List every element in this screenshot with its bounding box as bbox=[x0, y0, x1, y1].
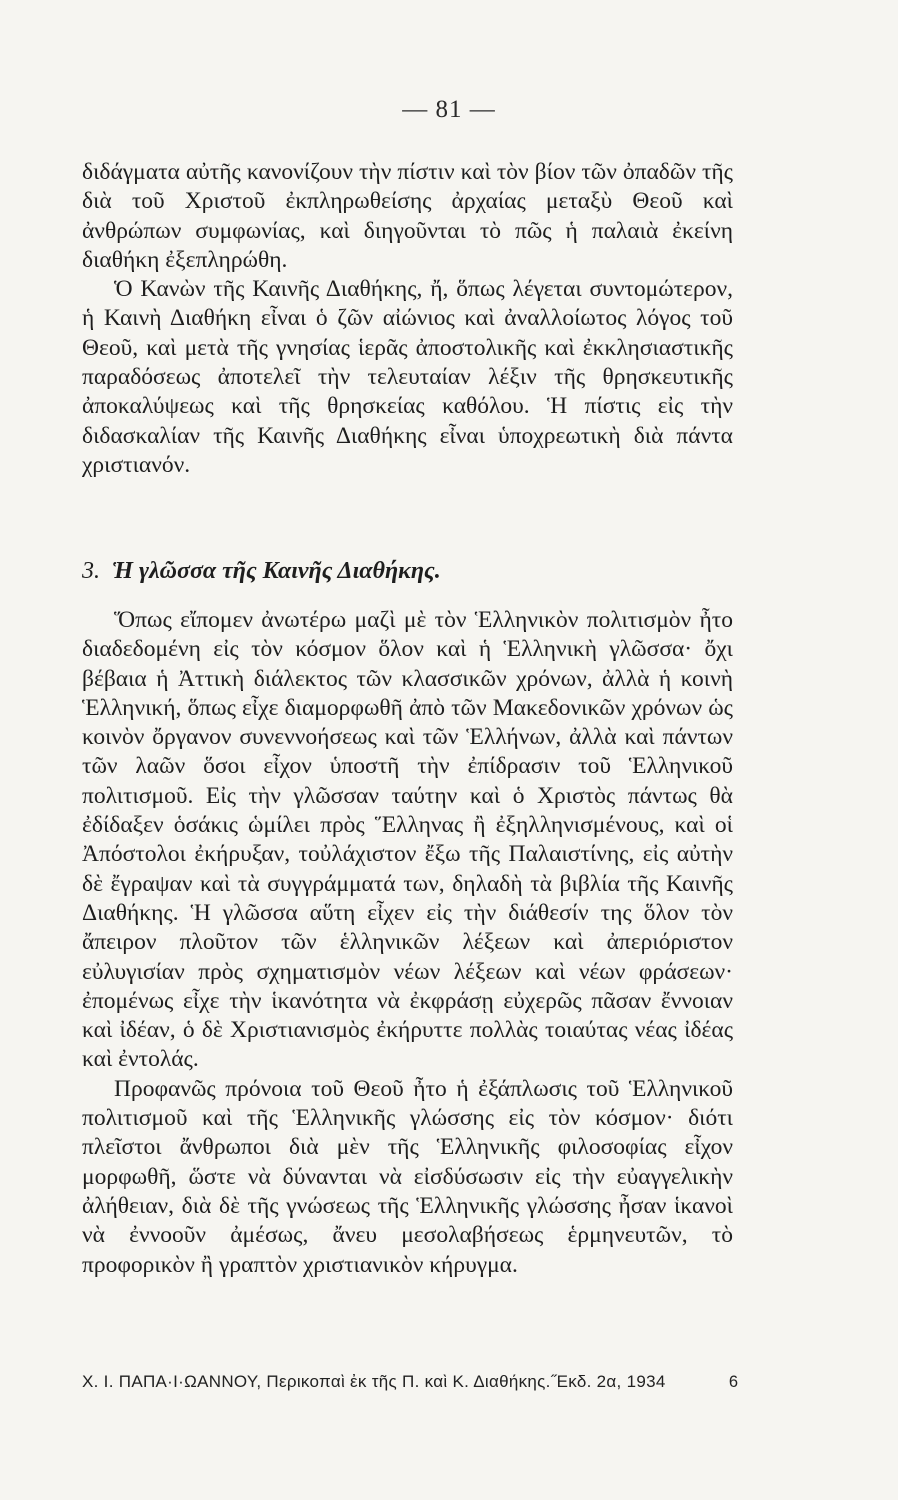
page-number: — 81 — bbox=[402, 96, 496, 123]
paragraph: Ὁ Κανὼν τῆς Καινῆς Διαθήκης, ἤ, ὅπως λέγεται συντομώτερον, ἡ Καινὴ Διαθήκη εἶναι ὁ ζῶν αἰώνιος καὶ ἀναλλοίωτος λόγος τοῦ Θεοῦ, καὶ μετὰ τῆς γνησίας ἱερᾶς ἀποστολικῆς καὶ ἐκκλησιαστικῆς παραδόσεως ἀποτελεῖ τὴν τελευταίαν λέξιν τῆς θρησκευτικῆς ἀποκαλύψεως καὶ τῆς θρησκείας καθόλου. Ἡ πίστις εἰς τὴν διδασκαλίαν τῆς Καινῆς Διαθήκης εἶναι ὑποχρεωτικὴ διὰ πάντα χριστιανόν. bbox=[82, 276, 733, 478]
section-number: 3. bbox=[82, 558, 100, 584]
text-block-intro bbox=[82, 158, 733, 480]
page-footer bbox=[82, 1372, 738, 1392]
paragraph: διδάγματα αὐτῆς κανονίζουν τὴν πίστιν καὶ τὸν βίον τῶν ὀπαδῶν τῆς διὰ τοῦ Χριστοῦ ἐκπληρωθείσης ἀρχαίας μεταξὺ Θεοῦ καὶ ἀνθρώπων συμφωνίας, καὶ διηγοῦνται τὸ πῶς ἡ παλαιὰ ἐκείνη διαθήκη ἐξεπληρώθη. bbox=[82, 159, 733, 273]
paragraph: Προφανῶς πρόνοια τοῦ Θεοῦ ἦτο ἡ ἐξάπλωσις τοῦ Ἑλληνικοῦ πολιτισμοῦ καὶ τῆς Ἑλληνικῆς γλώσσης εἰς τὸν κόσμον· διότι πλεῖστοι ἄνθρωποι διὰ μὲν τῆς Ἑλληνικῆς φιλοσοφίας εἶχον μορφωθῆ, ὥστε νὰ δύνανται νὰ εἰσδύσωσιν εἰς τὴν εὐαγγελικὴν ἀλήθειαν, διὰ δὲ τῆς γνώσεως τῆς Ἑλληνικῆς γλώσσης ἦσαν ἱκανοὶ νὰ ἐννοοῦν ἀμέσως, ἄνευ μεσολαβήσεως ἑρμηνευτῶν, τὸ προφορικὸν ἢ γραπτὸν χριστιανικὸν κήρυγμα. bbox=[82, 1075, 733, 1278]
footer-signature: Χ. Ι. ΠΑΠΑ·Ι·ΩΑΝΝΟΥ, Περικοπαὶ ἐκ τῆς Π. καὶ Κ. Διαθήκης.˝Εκδ. 2α, 1934 bbox=[82, 1372, 666, 1391]
section-title: Ἡ γλῶσσα τῆς Καινῆς Διαθήκης. bbox=[112, 558, 441, 584]
text-block-section bbox=[82, 606, 733, 1280]
section-heading bbox=[82, 558, 441, 585]
paragraph: Ὅπως εἴπομεν ἀνωτέρω μαζὶ μὲ τὸν Ἑλληνικὸν πολιτισμὸν ἦτο διαδεδομένη εἰς τὸν κόσμον ὅλον καὶ ἡ Ἑλληνικὴ γλῶσσα· ὄχι βέβαια ἡ Ἀττικὴ διάλεκτος τῶν κλασσικῶν χρόνων, ἀλλὰ ἡ κοινὴ Ἑλληνική, ὅπως εἶχε διαμορφωθῆ ἀπὸ τῶν Μακεδονικῶν χρόνων ὡς κοινὸν ὄργανον συνεννοήσεως καὶ τῶν Ἑλλήνων, ἀλλὰ καὶ πάντων τῶν λαῶν ὅσοι εἶχον ὑποστῆ τὴν ἐπίδρασιν τοῦ Ἑλληνικοῦ πολιτισμοῦ. Εἰς τὴν γλῶσσαν ταύτην καὶ ὁ Χριστὸς πάντως θὰ ἐδίδαξεν ὁσάκις ὡμίλει πρὸς Ἕλληνας ἢ ἐξηλληνισμένους, καὶ οἱ Ἀπόστολοι ἐκήρυξαν, τοὐλάχιστον ἔξω τῆς Παλαιστίνης, εἰς αὐτὴν δὲ ἔγραψαν καὶ τὰ συγγράμματά των, δηλαδὴ τὰ βιβλία τῆς Καινῆς Διαθήκης. Ἡ γλῶσσα αὕτη εἶχεν εἰς τὴν διάθεσίν της ὅλον τὸν ἄπειρον πλοῦτον τῶν ἑλληνικῶν λέξεων καὶ ἀπεριόριστον εὐλυγισίαν πρὸς σχηματισμὸν νέων λέξεων καὶ νέων φράσεων· ἐπομένως εἶχε τὴν ἱκανότητα νὰ ἐκφράσῃ εὐχερῶς πᾶσαν ἔννοιαν καὶ ἰδέαν, ὁ δὲ Χριστιανισμὸς ἐκήρυττε πολλὰς τοιαύτας νέας ἰδέας καὶ ἐντολάς. bbox=[82, 607, 733, 1073]
sheet-number: 6 bbox=[728, 1373, 738, 1391]
